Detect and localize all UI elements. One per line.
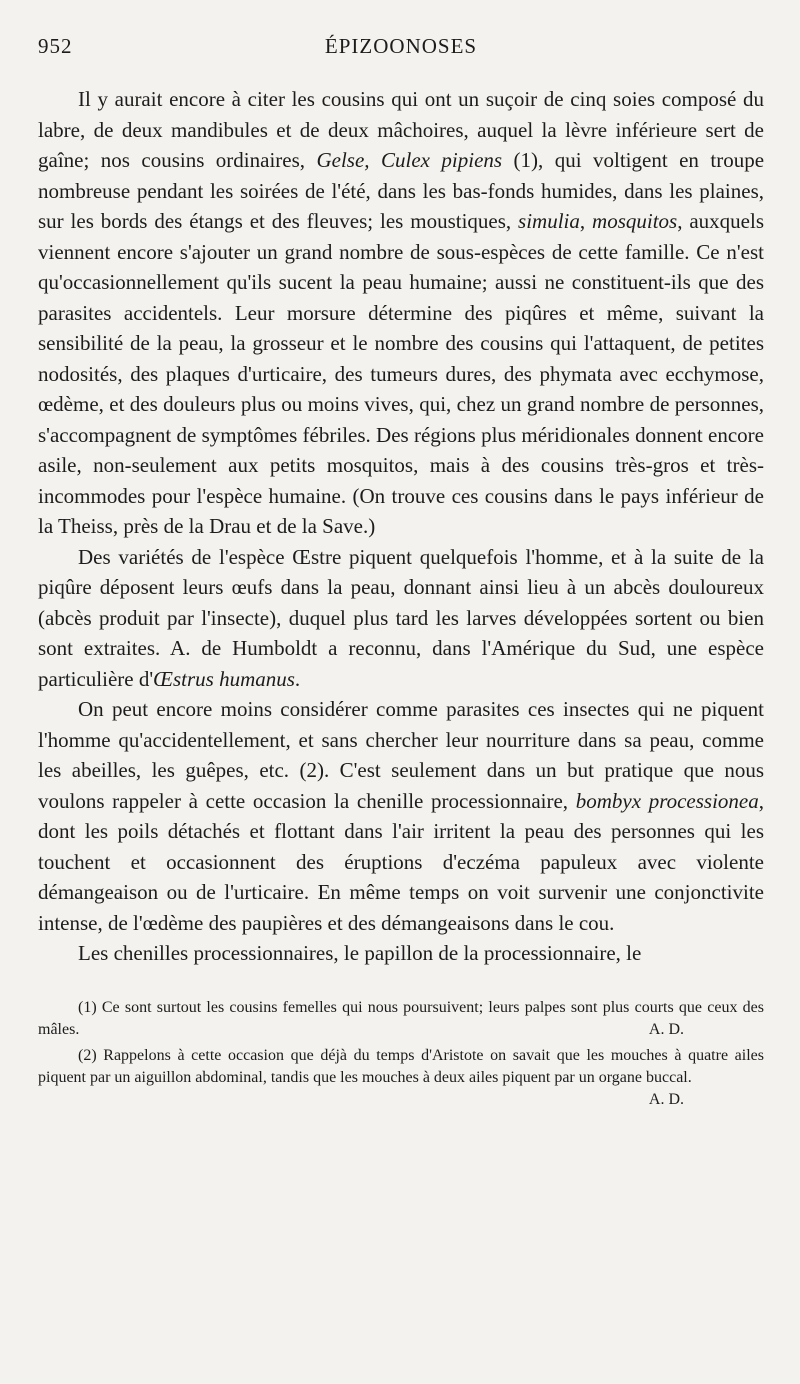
text-run: , dont les poils détachés et flottant dans l'air irritent la peau des personnes qui les touchent et occasionnent des éruptions d'eczéma papuleux avec violente démangeaison ou de l'urticaire. En même temps on voit survenir une conjonctivite intense, de l'œdème des paupières et des démangeaisons dans le cou. [38, 788, 764, 935]
text-run: , auxquels viennent encore s'ajouter un grand nombre de sous-espèces de cette famille. Ce n'est qu'occasionnellement qu'ils sucent la peau humaine; aussi ne constituent-ils que des parasites accidentels. Leur morsure détermine des piqûres et même, suivant la sensibilité de la peau, la grosseur et le nombre des cousins qui l'attaquent, de petites nodosités, des plaques d'urticaire, des tumeurs dures, des phymata avec ecchymose, œdème, et des douleurs plus ou moins vives, qui, chez un grand nombre de personnes, s'accompagnent de symptômes fébriles. Des régions plus méridionales donnent encore asile, non-seulement aux petits mosquitos, mais à des cousins très-gros et très-incommodes pour l'espèce humaine. (On trouve ces cousins dans le pays inférieur de la Theiss, près de la Drau et de la Save.) [38, 209, 765, 538]
footnote-text: (1) Ce sont surtout les cousins femelles qui nous poursuivent; leurs palpes sont plus courts que ceux des mâles. [38, 998, 764, 1038]
text-run: Il y aurait encore à citer les cousins qui ont un suçoir de cinq soies composé du labre, de deux mandibules et de deux mâchoires, auquel la lèvre inférieure sert de gaîne; nos cousins ordinaires, [38, 87, 764, 172]
body-text [38, 84, 764, 969]
italic-term: simulia [518, 209, 580, 233]
italic-term: bombyx processionea [575, 788, 759, 813]
text-run: , [579, 209, 593, 233]
italic-term: Œstrus humanus [153, 666, 295, 691]
footnote [38, 997, 764, 1041]
text-run: On peut encore moins considérer comme parasites ces insectes qui ne piquent l'homme qu'accidentellement, et sans chercher leur nourriture dans sa peau, comme les abeilles, les guêpes, etc. (2). C'est seulement dans un but pratique que nous voulons rappeler à cette occasion la chenille processionnaire, [38, 697, 764, 813]
page-header [38, 34, 764, 64]
footnote [38, 1045, 764, 1108]
footnote-signature: A. D. [648, 1090, 684, 1108]
page-number: 952 [38, 34, 73, 58]
paragraph [38, 694, 764, 938]
paragraph [38, 84, 764, 542]
footnote-text: (2) Rappelons à cette occasion que déjà du temps d'Aristote on savait que les mouches à quatre ailes piquent par un aiguillon abdominal, tandis que les mouches à deux ailes piquent par un organe buccal. [38, 1046, 764, 1086]
italic-term: mosquitos [592, 209, 678, 233]
paragraph [38, 938, 764, 969]
text-run: (1), qui voltigent en troupe nombreuse pendant les soirées de l'été, dans les bas-fonds humides, dans les plaines, sur les bords des étangs et des fleuves; les moustiques, [38, 148, 765, 233]
text-run: Les chenilles processionnaires, le papillon de la processionnaire, le [78, 941, 642, 965]
running-title: ÉPIZOONOSES [324, 34, 478, 58]
italic-term: Gelse, Culex pipiens [316, 148, 503, 172]
text-run: . [294, 666, 301, 691]
paragraph [38, 542, 764, 695]
footnotes [38, 997, 764, 1108]
footnote-signature: A. D. [648, 1020, 684, 1038]
text-run: Des variétés de l'espèce Œstre piquent quelquefois l'homme, et à la suite de la piqûre déposent leurs œufs dans la peau, donnant ainsi lieu à un abcès douloureux (abcès produit par l'insecte), duquel plus tard les larves développées sortent ou bien sont extraites. A. de Humboldt a reconnu, dans l'Amérique du Sud, une espèce particulière d' [38, 544, 764, 691]
